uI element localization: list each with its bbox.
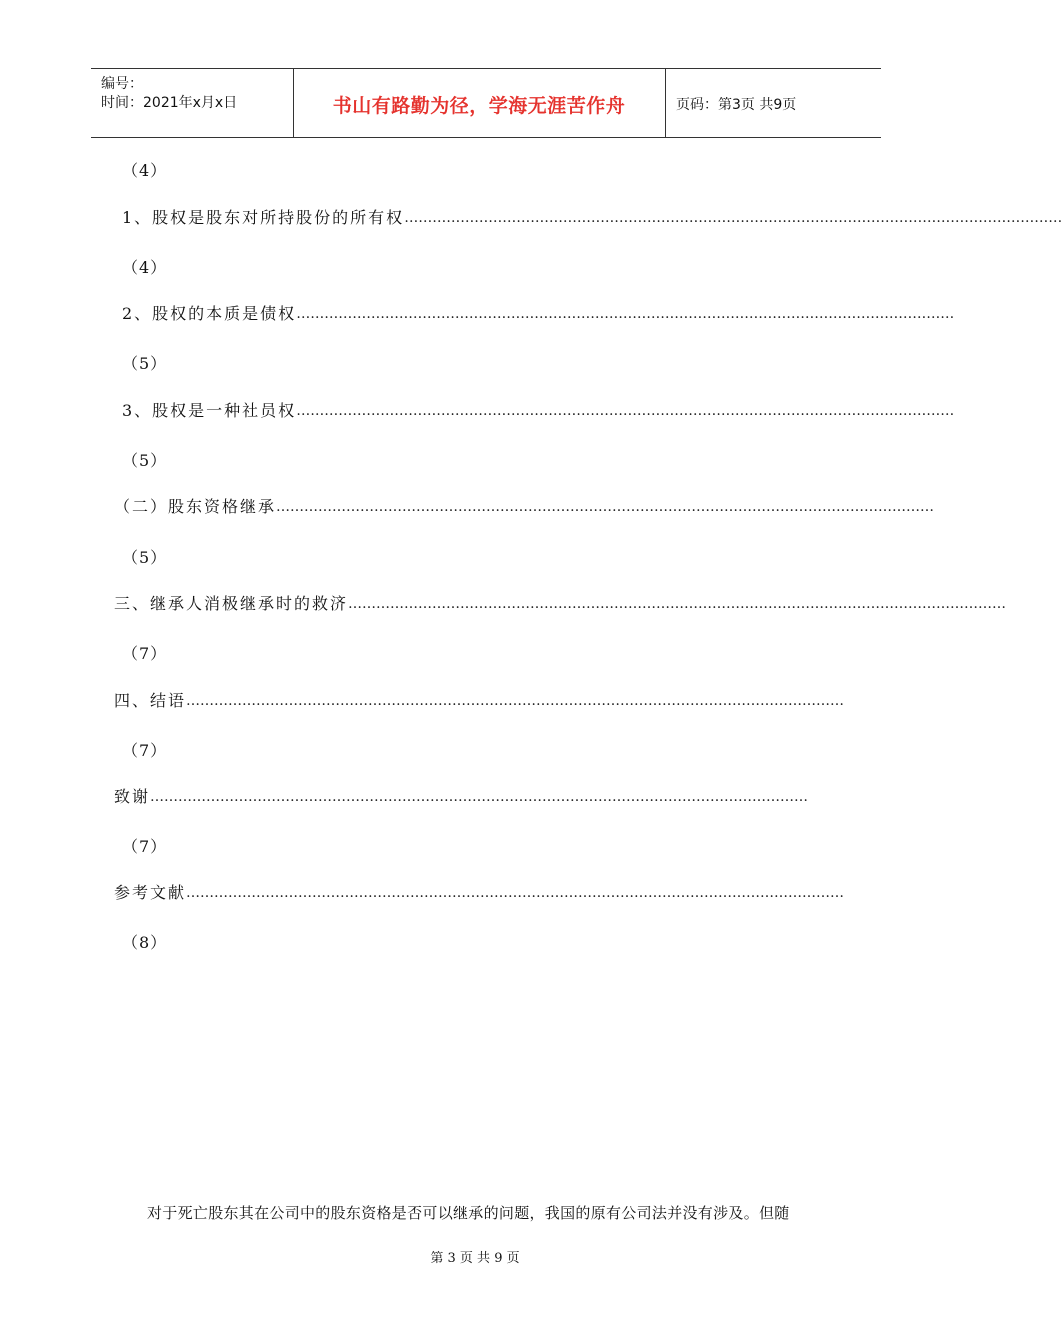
header-meta-cell (91, 69, 294, 137)
toc-entry-text: （二）股东资格继承 (114, 497, 277, 516)
serial-label: 编号： (101, 76, 143, 92)
toc-page-number: （5） (122, 451, 168, 470)
toc-page-number: （5） (122, 548, 168, 567)
toc-leader-dots: …………………………………………………………………………………………………………………………… (296, 306, 955, 322)
toc-leader-dots: …………………………………………………………………………………………………………………………… (296, 403, 955, 419)
toc-entry (122, 303, 955, 325)
toc-leader-dots: …………………………………………………………………………………………………………………………… (150, 789, 809, 805)
toc-entry-text: 三、继承人消极继承时的救济 (114, 594, 349, 613)
toc-entry-text: 1、股权是股东对所持股份的所有权 (122, 208, 405, 227)
toc-entry-text: 四、结语 (114, 691, 187, 710)
toc-entry-text: 致谢 (114, 787, 151, 806)
toc-entry-text: 参考文献 (114, 883, 187, 902)
time-label: 时间：2021年x月x日 (101, 95, 238, 111)
header-page-label: 页码：第3页 共9页 (676, 97, 797, 113)
toc-page-number: （5） (122, 354, 168, 373)
toc-entry-text: 3、股权是一种社员权 (122, 401, 297, 420)
document-header (91, 68, 881, 138)
toc-leader-dots: …………………………………………………………………………………………………………………………… (186, 693, 845, 709)
page-footer: 第 3 页 共 9 页 (430, 1251, 520, 1266)
toc-entry (114, 496, 935, 518)
toc-entry-text: 2、股权的本质是债权 (122, 304, 297, 323)
toc-leader-dots: …………………………………………………………………………………………………………………………… (276, 499, 935, 515)
toc-entry (114, 786, 860, 808)
toc-entry (122, 400, 955, 422)
body-paragraph: 对于死亡股东其在公司中的股东资格是否可以继承的问题，我国的原有公司法并没有涉及。但随 (147, 1204, 790, 1222)
toc-leader-dots: …………………………………………………………………………………………………………………………… (404, 210, 1062, 226)
header-motto-cell (293, 69, 666, 137)
header-motto: 书山有路勤为径，学海无涯苦作舟 (332, 95, 626, 117)
header-page-cell (666, 69, 881, 137)
toc-page-number: （7） (122, 644, 168, 663)
toc-leader-dots: …………………………………………………………………………………………………………………………… (348, 596, 1007, 612)
toc-entry (114, 593, 1007, 615)
toc-leader-dots: …………………………………………………………………………………………………………………………… (186, 885, 845, 901)
toc-entry (114, 690, 860, 712)
toc-entry (114, 882, 860, 904)
toc-page-number: （4） (122, 258, 168, 277)
toc-page-number: （7） (122, 837, 168, 856)
toc-entry (122, 207, 1062, 229)
toc-page-number: （4） (122, 161, 168, 180)
toc-page-number: （8） (122, 933, 168, 952)
toc-page-number: （7） (122, 741, 168, 760)
